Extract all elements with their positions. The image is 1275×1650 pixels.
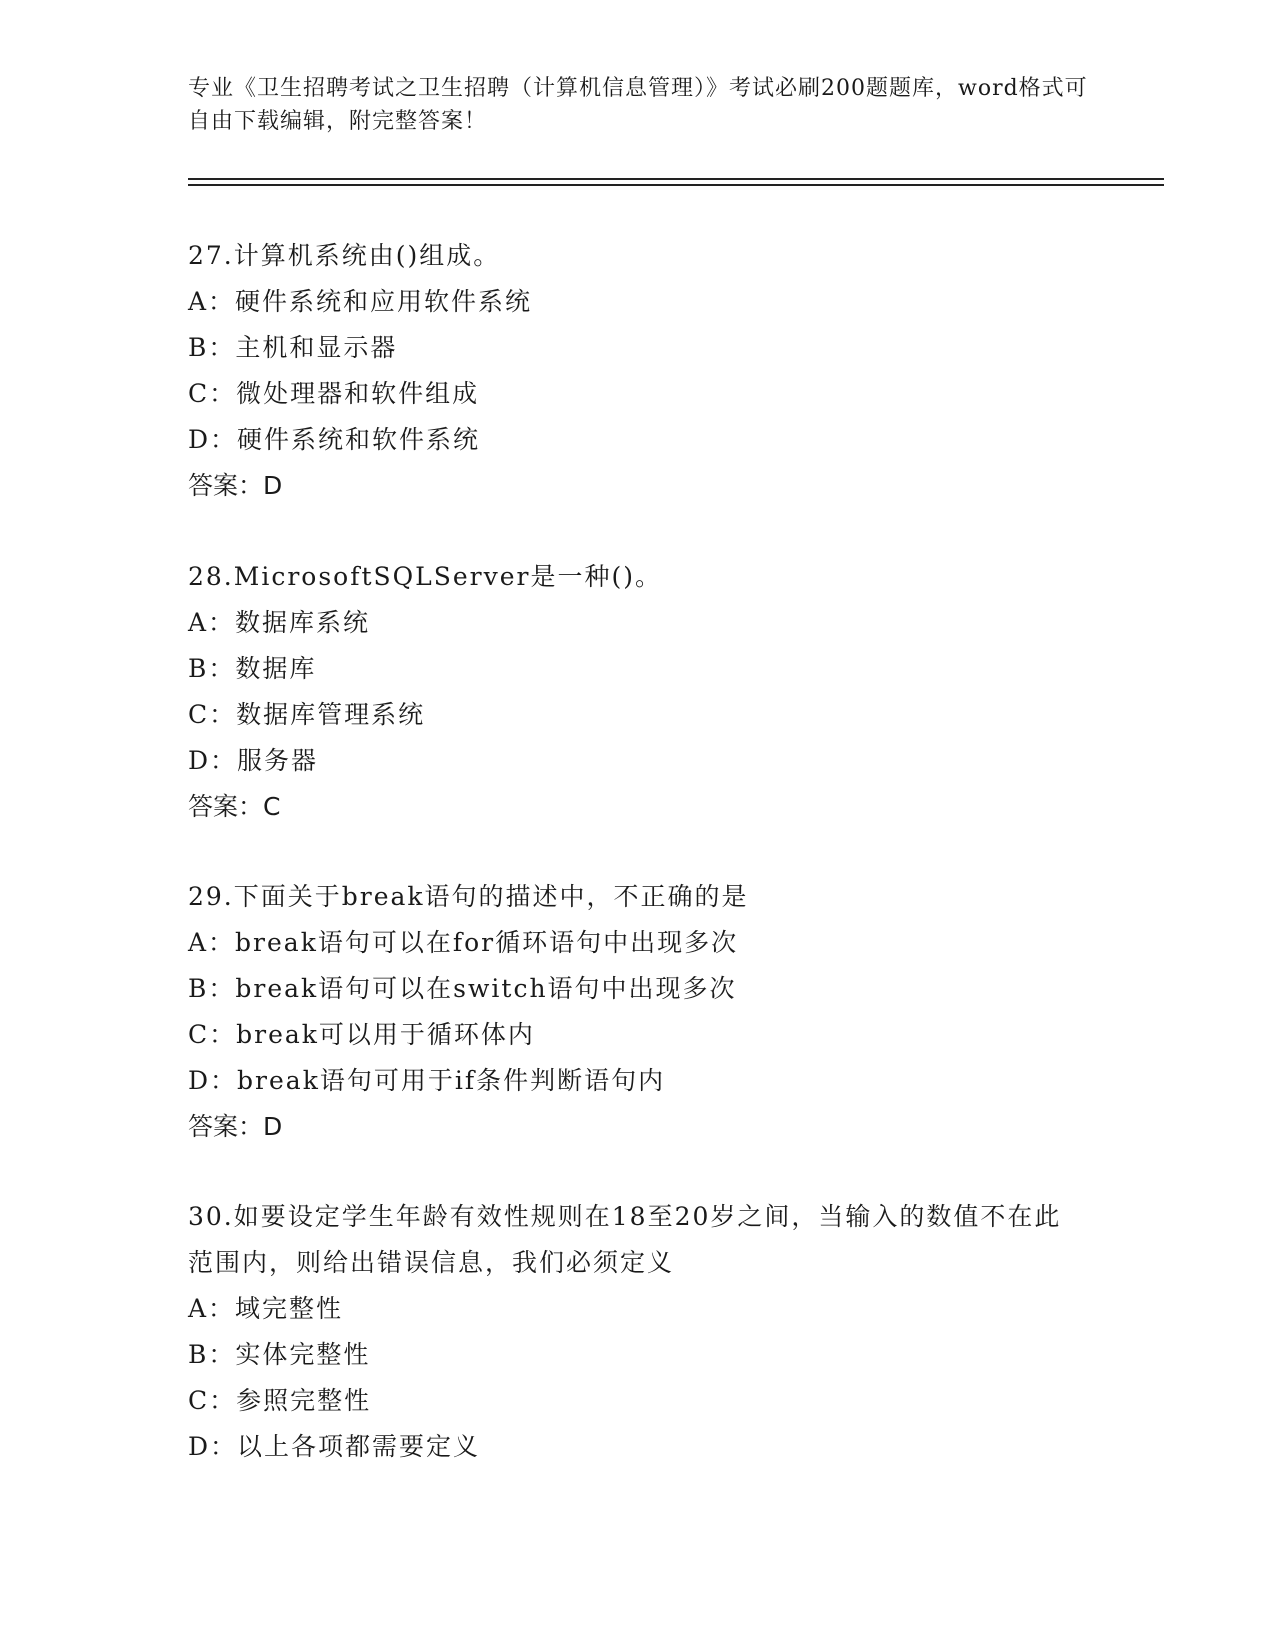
option-d: D：以上各项都需要定义	[188, 1432, 481, 1461]
option-b: B：主机和显示器	[188, 333, 398, 362]
option-d: D：服务器	[188, 746, 319, 775]
option-d: D：硬件系统和软件系统	[188, 425, 481, 454]
option-a: A：域完整性	[188, 1294, 344, 1323]
question-27	[188, 233, 1088, 509]
option-c: C：微处理器和软件组成	[188, 379, 480, 408]
question-stem: 27.计算机系统由()组成。	[188, 241, 501, 270]
question-30	[188, 1194, 1088, 1470]
question-stem: 30.如要设定学生年龄有效性规则在18至20岁之间，当输入的数值不在此范围内，则给出错误信息，我们必须定义	[188, 1202, 1062, 1277]
question-28	[188, 554, 1088, 830]
header-rule-top	[188, 178, 1164, 180]
option-c: C：数据库管理系统	[188, 700, 426, 729]
answer-text: 答案：C	[188, 792, 281, 821]
option-c: C：参照完整性	[188, 1386, 372, 1415]
option-c: C：break可以用于循环体内	[188, 1020, 535, 1049]
question-stem: 28.MicrosoftSQLServer是一种()。	[188, 562, 663, 591]
answer-text: 答案：D	[188, 471, 283, 500]
document-header: 专业《卫生招聘考试之卫生招聘（计算机信息管理）》考试必刷200题题库，word格式可自由下载编辑，附完整答案！	[188, 76, 1088, 134]
answer-text: 答案：D	[188, 1112, 283, 1141]
option-a: A：break语句可以在for循环语句中出现多次	[188, 928, 739, 957]
option-b: B：break语句可以在switch语句中出现多次	[188, 974, 737, 1003]
option-a: A：数据库系统	[188, 608, 371, 637]
question-stem: 29.下面关于break语句的描述中，不正确的是	[188, 882, 749, 911]
question-29	[188, 874, 1088, 1150]
option-b: B：数据库	[188, 654, 317, 683]
option-a: A：硬件系统和应用软件系统	[188, 287, 533, 316]
option-d: D：break语句可用于if条件判断语句内	[188, 1066, 666, 1095]
header-rule-bottom	[188, 184, 1164, 186]
option-b: B：实体完整性	[188, 1340, 371, 1369]
